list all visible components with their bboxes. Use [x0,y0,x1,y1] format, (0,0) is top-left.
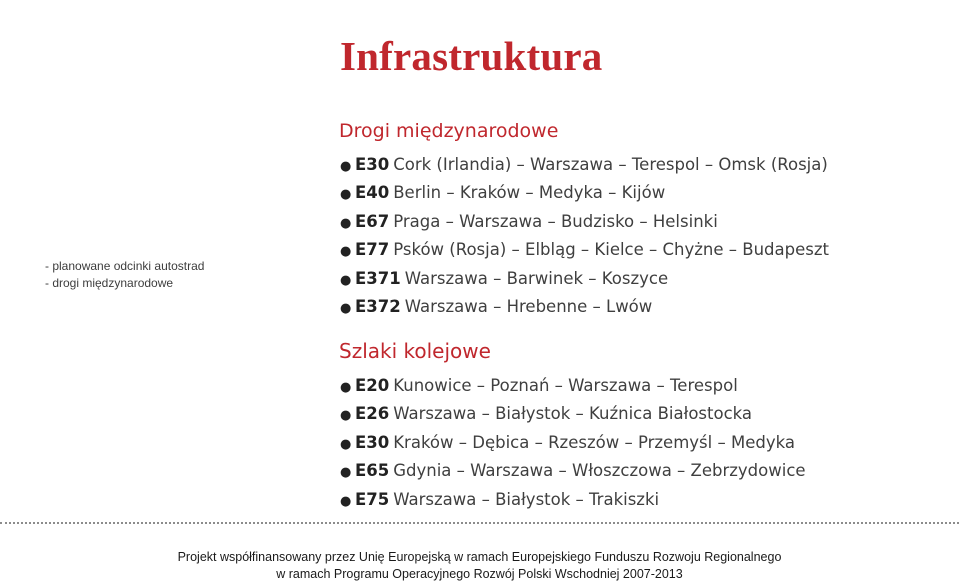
bullet-icon: ● [340,300,352,316]
list-item [340,486,806,514]
legend-item-planned-motorways: - planowane odcinki autostrad [45,259,205,273]
footer [0,549,959,583]
list-item [340,429,806,457]
list-item [340,400,806,428]
route-code: E65 [355,461,390,481]
list-item [340,293,829,321]
bullet-icon: ● [340,215,352,231]
route-code: E75 [355,489,390,509]
route-code: E26 [355,404,390,424]
bullet-icon: ● [340,244,352,260]
bullet-icon: ● [340,159,352,174]
section-heading-rail: Szlaki kolejowe [339,339,491,363]
route-text: Psków (Rosja) – Elbląg – Kielce – Chyżne – Budapeszt [393,240,829,260]
bullet-icon: ● [340,408,352,424]
list-item [340,265,829,293]
route-code: E67 [355,211,390,231]
footer-line: w ramach Programu Operacyjnego Rozwój Polski Wschodniej 2007-2013 [276,567,683,581]
bullet-icon: ● [340,272,352,288]
route-code: E77 [355,240,390,260]
footer-line: Projekt współfinansowany przez Unię Europejską w ramach Europejskiego Funduszu Rozwoju Regionalnego [177,550,782,564]
list-item [340,208,829,236]
legend-item-international-roads: - drogi międzynarodowe [45,276,174,290]
route-code: E372 [355,296,401,316]
rail-list [340,372,806,514]
route-code: E40 [355,183,390,203]
route-text: Gdynia – Warszawa – Włoszczowa – Zebrzydowice [393,461,806,481]
route-text: Berlin – Kraków – Medyka – Kijów [393,183,666,203]
list-item [340,457,806,485]
footer-divider [0,522,959,524]
route-text: Kunowice – Poznań – Warszawa – Terespol [393,376,738,395]
list-item [340,236,829,264]
route-code: E30 [355,432,390,452]
list-item [340,179,829,207]
bullet-icon: ● [340,465,352,481]
route-code: E20 [355,376,390,395]
route-text: Warszawa – Hrebenne – Lwów [404,296,653,316]
list-item [340,372,806,400]
bullet-icon: ● [340,493,352,509]
route-text: Kraków – Dębica – Rzeszów – Przemyśl – Medyka [393,432,795,452]
bullet-icon: ● [340,436,352,452]
bullet-icon: ● [340,187,352,203]
bullet-icon: ● [340,380,352,395]
page-title: Infrastruktura [340,33,603,79]
route-text: Warszawa – Barwinek – Koszyce [404,268,669,288]
route-text: Praga – Warszawa – Budzisko – Helsinki [393,211,718,231]
route-text: Cork (Irlandia) – Warszawa – Terespol – Omsk (Rosja) [393,155,828,174]
section-heading-roads: Drogi międzynarodowe [339,120,559,142]
list-item [340,151,829,179]
route-text: Warszawa – Białystok – Trakiszki [393,489,660,509]
route-code: E30 [355,155,390,174]
roads-list [340,151,829,321]
map-legend [45,258,204,292]
route-text: Warszawa – Białystok – Kuźnica Białostocka [393,404,753,424]
route-code: E371 [355,268,401,288]
